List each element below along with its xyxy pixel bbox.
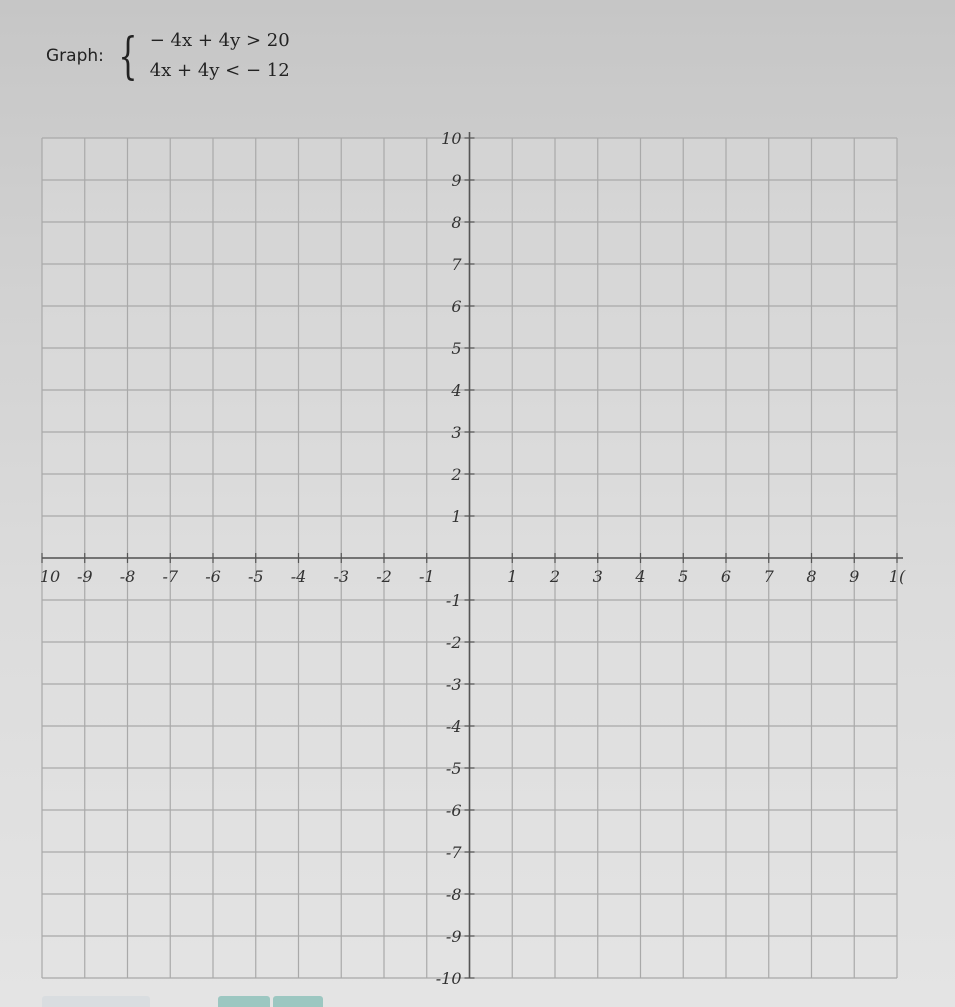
x-tick-label: -1 <box>418 567 435 586</box>
y-tick-label: 8 <box>451 213 462 232</box>
bottom-tool-button-3[interactable] <box>273 996 323 1007</box>
y-tick-label: -7 <box>445 843 462 862</box>
y-tick-label: 7 <box>451 255 462 274</box>
graph-label: Graph: <box>46 46 104 66</box>
x-tick-label: 1( <box>888 567 906 586</box>
y-tick-label: -4 <box>445 717 462 736</box>
x-tick-label: -8 <box>119 567 136 586</box>
inequality-2: 4x + 4y < − 12 <box>149 60 290 81</box>
y-tick-label: -3 <box>445 675 462 694</box>
y-tick-label: 9 <box>451 171 462 190</box>
x-tick-label: 6 <box>720 567 732 586</box>
y-tick-label: -9 <box>445 927 462 946</box>
y-tick-label: 6 <box>451 297 462 316</box>
x-tick-label: 10 <box>39 567 61 586</box>
x-tick-label: -4 <box>290 567 307 586</box>
x-tick-label: -9 <box>76 567 93 586</box>
y-tick-label: -1 <box>445 591 462 610</box>
x-tick-label: -5 <box>247 567 264 586</box>
y-tick-label: -2 <box>445 633 462 652</box>
x-tick-label: 1 <box>507 567 518 586</box>
x-tick-label: 5 <box>678 567 689 586</box>
x-tick-label: 3 <box>592 567 603 586</box>
y-tick-label: 2 <box>451 465 462 484</box>
x-tick-label: 7 <box>763 567 774 586</box>
y-tick-label: 4 <box>451 381 462 400</box>
y-tick-label: -5 <box>445 759 462 778</box>
x-tick-label: -7 <box>162 567 179 586</box>
y-tick-label: -10 <box>435 969 462 988</box>
y-tick-label: -6 <box>445 801 462 820</box>
x-tick-label: -3 <box>333 567 350 586</box>
x-tick-label: -6 <box>205 567 221 586</box>
x-tick-label: 9 <box>849 567 860 586</box>
system-brace: { <box>118 27 138 85</box>
x-tick-label: -2 <box>376 567 392 586</box>
x-tick-label: 2 <box>549 567 561 586</box>
bottom-tool-button-1[interactable] <box>42 996 150 1007</box>
x-tick-label: 4 <box>635 567 646 586</box>
inequality-1: − 4x + 4y > 20 <box>149 30 290 51</box>
y-tick-label: 10 <box>441 129 462 148</box>
y-tick-label: 5 <box>451 339 462 358</box>
x-tick-label: 8 <box>806 567 817 586</box>
y-tick-label: 3 <box>451 423 462 442</box>
y-tick-label: -8 <box>445 885 462 904</box>
bottom-tool-button-2[interactable] <box>218 996 270 1007</box>
y-tick-label: 1 <box>451 507 462 526</box>
